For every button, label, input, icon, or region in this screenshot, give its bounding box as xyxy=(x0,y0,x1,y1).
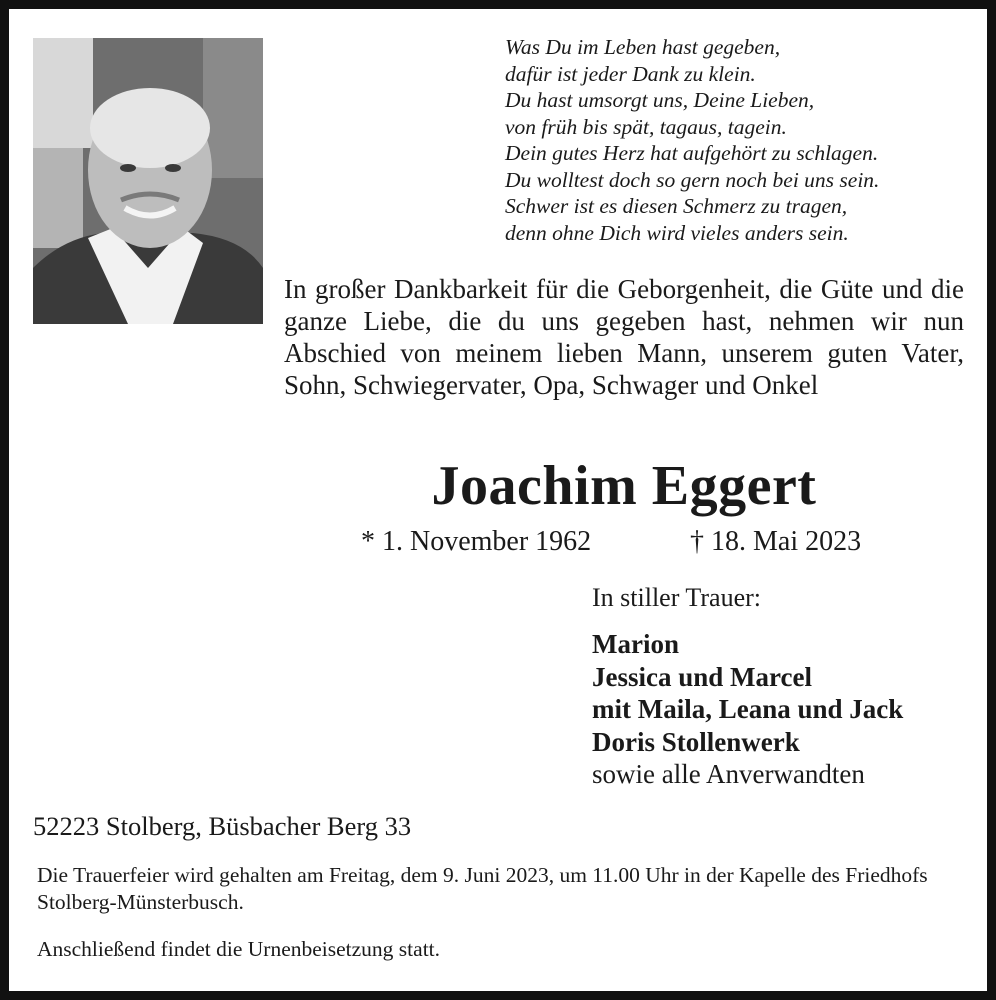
poem-line: Dein gutes Herz hat aufgehört zu schlagen. xyxy=(505,141,879,165)
mourners-closing: sowie alle Anverwandten xyxy=(592,759,865,789)
mourner-name: Doris Stollenwerk xyxy=(592,726,800,757)
poem-line: von früh bis spät, tagaus, tagein. xyxy=(505,114,787,139)
poem xyxy=(505,34,975,246)
birth-date: * 1. November 1962 xyxy=(361,526,592,557)
poem-line: Du wolltest doch so gern noch bei uns sein. xyxy=(505,167,880,192)
poem-line: Schwer ist es diesen Schmerz zu tragen, xyxy=(505,194,848,218)
mourners-list xyxy=(592,628,903,791)
deceased-name: Joachim Eggert xyxy=(431,455,817,517)
ceremony-notice: Die Trauerfeier wird gehalten am Freitag, dem 9. Juni 2023, um 11.00 Uhr in der Kapelle des Friedhofs Stolberg-Münsterbusch. xyxy=(37,863,928,914)
poem-line: dafür ist jeder Dank zu klein. xyxy=(505,61,756,86)
poem-line: Was Du im Leben hast gegeben, xyxy=(505,35,781,59)
poem-line: denn ohne Dich wird vieles anders sein. xyxy=(505,220,849,245)
mourner-name: Jessica und Marcel xyxy=(592,661,812,692)
mourner-name: mit Maila, Leana und Jack xyxy=(592,694,904,724)
death-date: † 18. Mai 2023 xyxy=(690,526,862,557)
burial-notice: Anschließend findet die Urnenbeisetzung statt. xyxy=(37,937,441,961)
portrait-photo xyxy=(33,38,263,324)
portrait-image xyxy=(33,38,263,324)
intro-text: In großer Dankbarkeit für die Geborgenheit, die Güte und die ganze Liebe, die du uns gegeben hast, nehmen wir nun Abschied von meinem lieben Mann, unserem guten Vater, Sohn, Schwiegervater, Opa, Schwager und Onkel xyxy=(284,274,964,400)
mourning-heading: In stiller Trauer: xyxy=(592,583,761,612)
mourner-name: Marion xyxy=(592,629,679,659)
address: 52223 Stolberg, Büsbacher Berg 33 xyxy=(33,811,412,841)
poem-line: Du hast umsorgt uns, Deine Lieben, xyxy=(505,88,815,112)
